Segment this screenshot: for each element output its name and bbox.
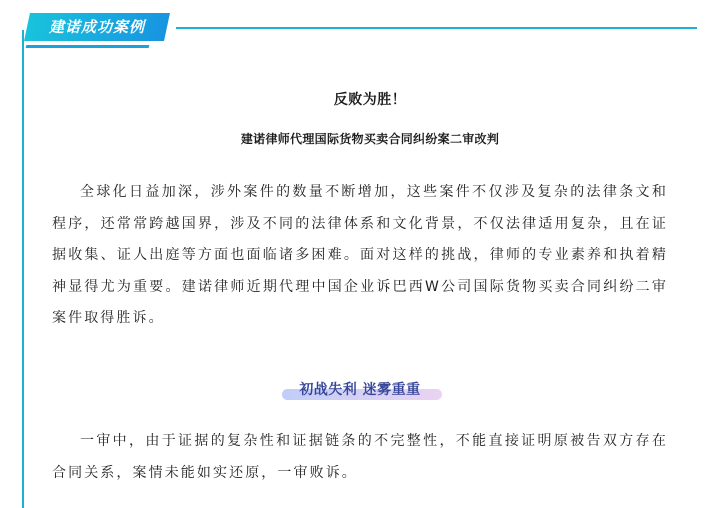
banner-label: 建诺成功案例 xyxy=(48,18,145,36)
body-paragraph: 全球化日益加深，涉外案件的数量不断增加，这些案件不仅涉及复杂的法律条文和程序，还常常跨越国界，涉及不同的法律体系和文化背景，不仅法律适用复杂，且在证据收集、证人出庭等方面也面临诸多困难。面对这样的挑战，律师的专业素养和执着精神显得尤为重要。建诺律师近期代理中国企业诉巴西W公司国际货物买卖合同纠纷二审案件取得胜诉。 xyxy=(52,184,668,326)
article-title: 反败为胜！ xyxy=(333,92,407,108)
article-subtitle: 建诺律师代理国际货物买卖合同纠纷案二审改判 xyxy=(240,132,500,146)
left-decorative-rule xyxy=(22,30,24,508)
banner-underline xyxy=(26,45,150,48)
section-heading xyxy=(260,378,460,402)
section-heading-text: 初战失利 迷雾重重 xyxy=(299,382,421,398)
top-decorative-rule xyxy=(176,27,697,29)
body-paragraph: 一审中，由于证据的复杂性和证据链条的不完整性，不能直接证明原被告双方存在合同关系，案情未能如实还原，一审败诉。 xyxy=(52,433,668,481)
